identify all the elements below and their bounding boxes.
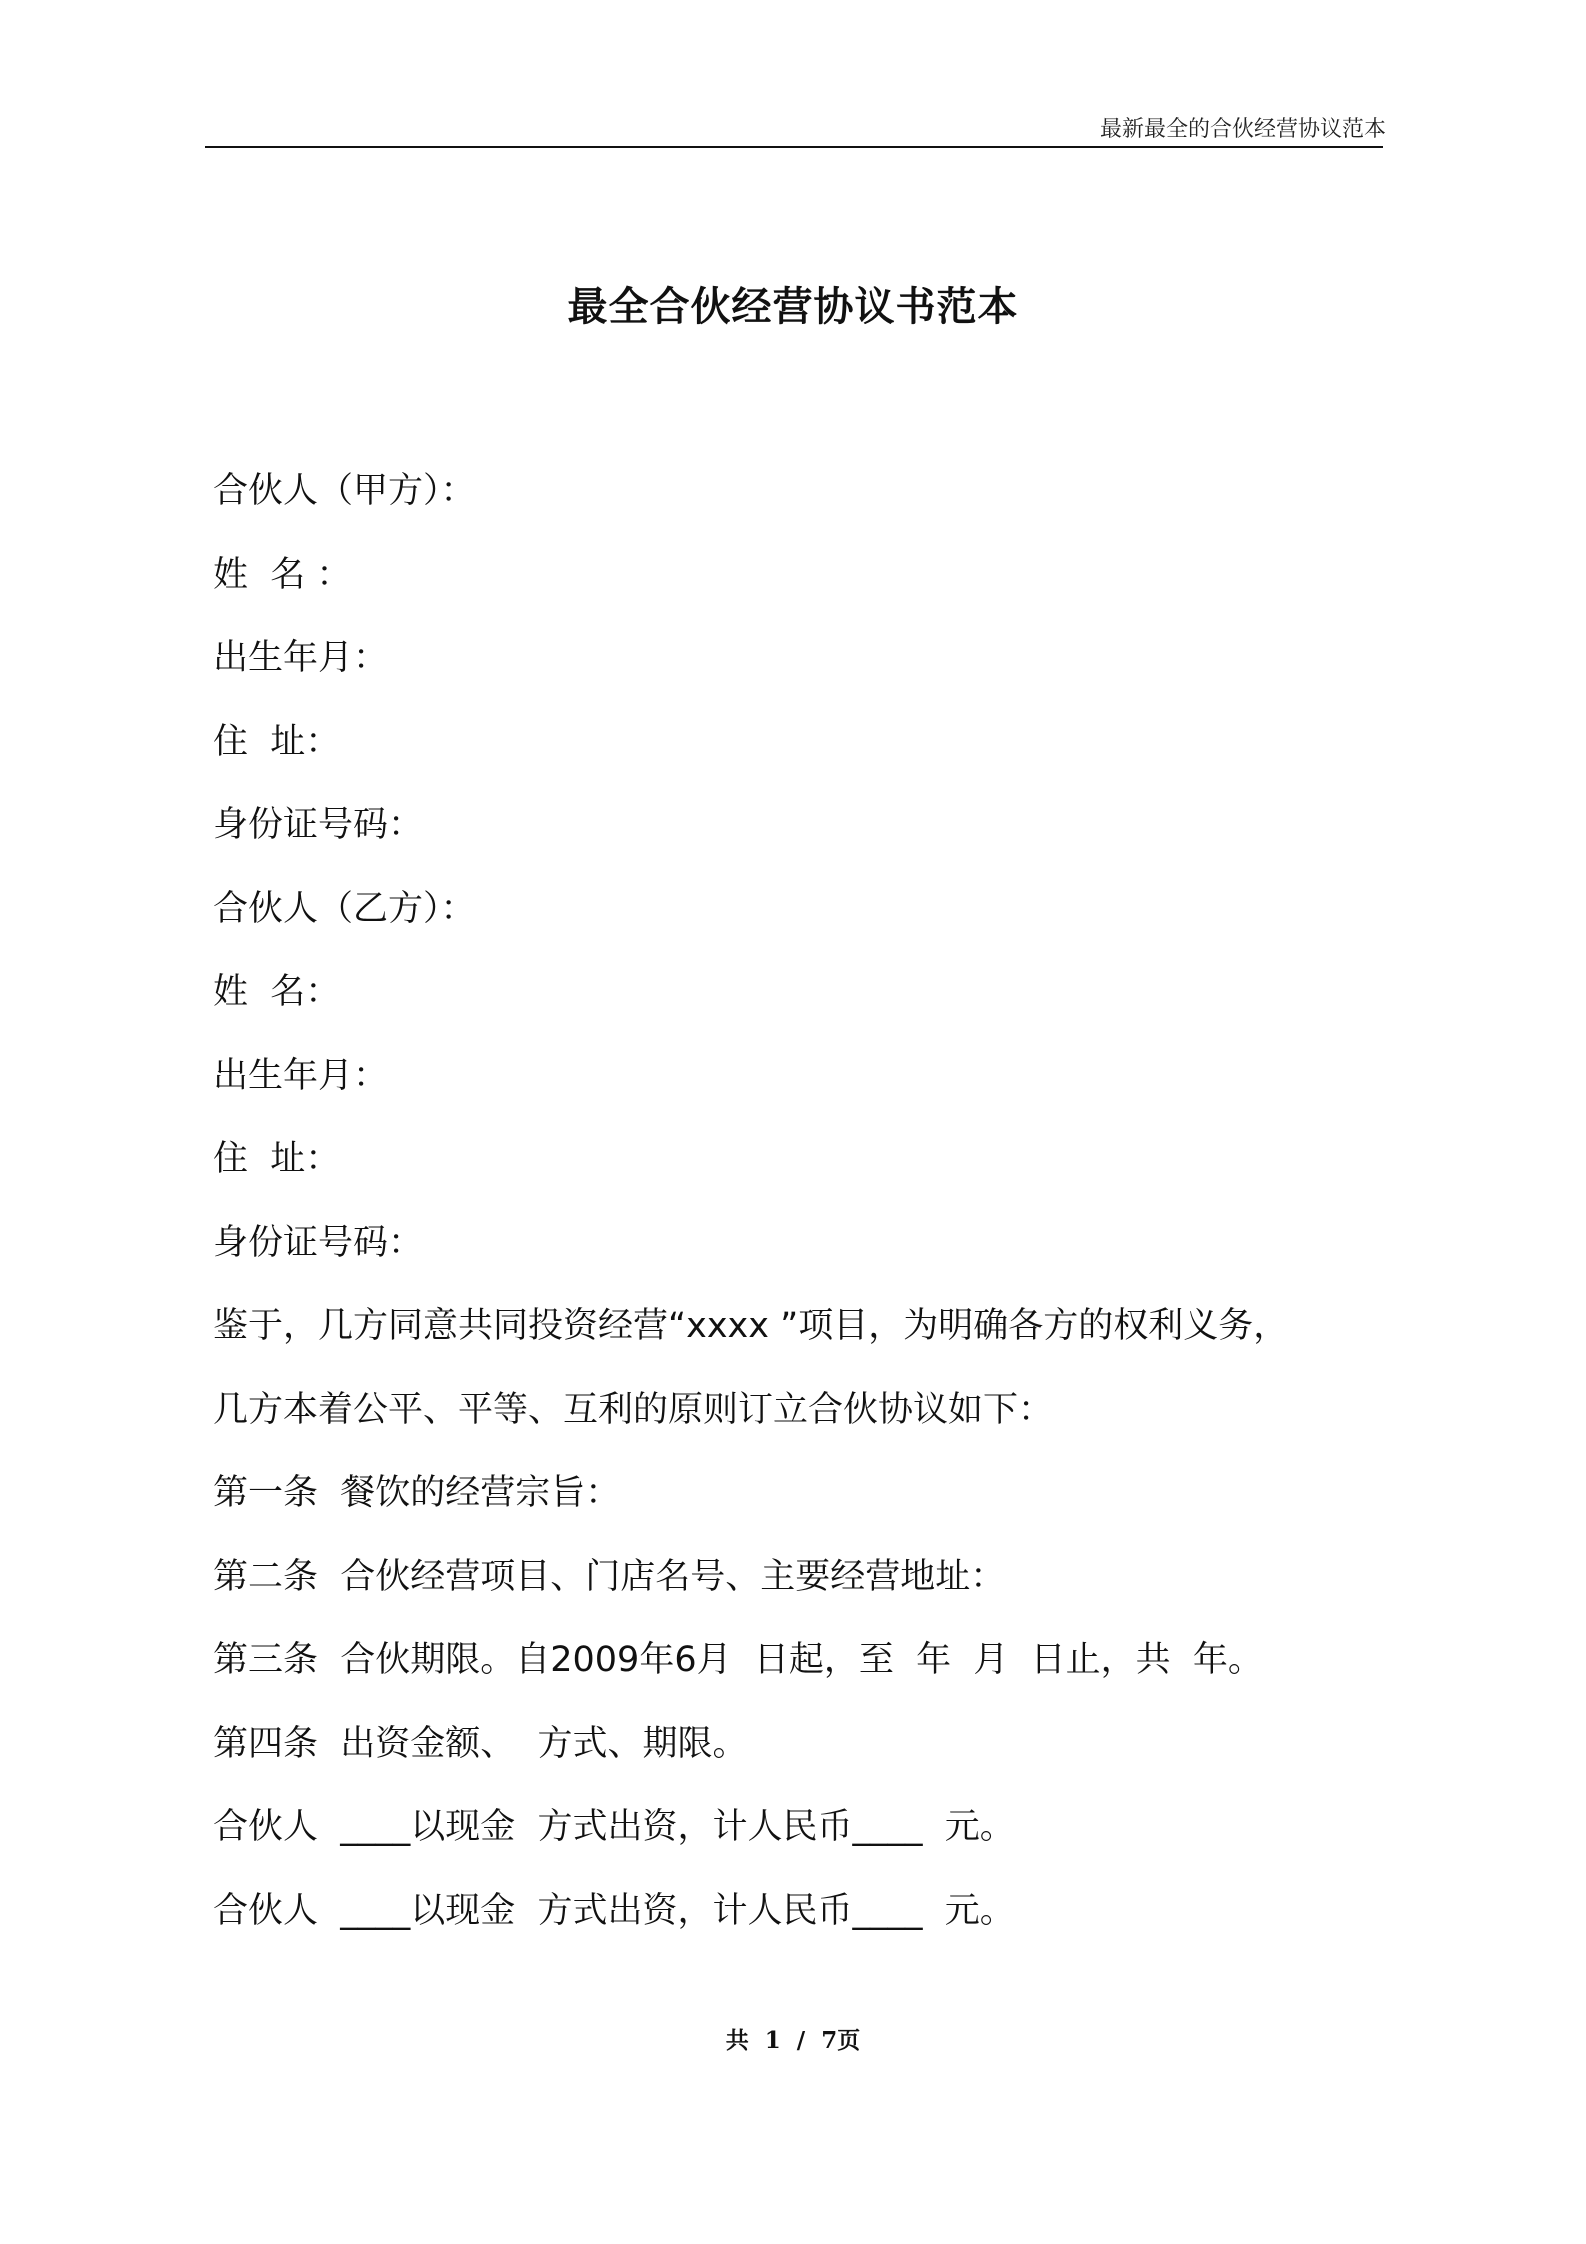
document-title: 最全合伙经营协议书范本 [567,284,1019,330]
party-b-birth-field: 出生年月： [213,1055,389,1096]
article-1: 第一条 餐饮的经营宗旨： [213,1473,621,1513]
preamble-line-1: 鉴于，几方同意共同投资经营“xxxx ”项目，为明确各方的权利义务， [213,1306,1289,1346]
page-indicator: 共 1 / 7页 [725,2027,861,2054]
running-header: 最新最全的合伙经营协议范本 [1099,117,1386,142]
party-b-address-field: 住 址： [213,1139,341,1179]
party-b-heading: 合伙人（乙方）： [213,888,476,929]
party-b-id-field: 身份证号码： [213,1222,424,1263]
party-a-address-field: 住 址： [213,721,341,762]
party-a-heading: 合伙人（甲方）： [213,471,476,511]
party-a-birth-field: 出生年月： [213,638,389,678]
party-a-id-field: 身份证号码： [213,805,424,845]
party-a-name-field: 姓 名 ： [213,554,352,595]
header-divider [205,146,1383,148]
contribution-line: 合伙人 ____以现金 方式出资，计人民币____ 元。 [213,1807,1015,1847]
contribution-line: 合伙人 ____以现金 方式出资，计人民币____ 元。 [213,1890,1015,1931]
preamble-line-2: 几方本着公平、平等、互利的原则订立合伙协议如下： [213,1389,1054,1430]
party-b-name-field: 姓 名： [213,972,341,1012]
article-2: 第二条 合伙经营项目、门店名号、主要经营地址： [213,1556,1006,1597]
article-3: 第三条 合伙期限。自2009年6月 日起，至 年 月 日止，共 年。 [213,1640,1263,1680]
article-4: 第四条 出资金额、 方式、期限。 [213,1723,748,1764]
document-body [213,463,1288,1966]
